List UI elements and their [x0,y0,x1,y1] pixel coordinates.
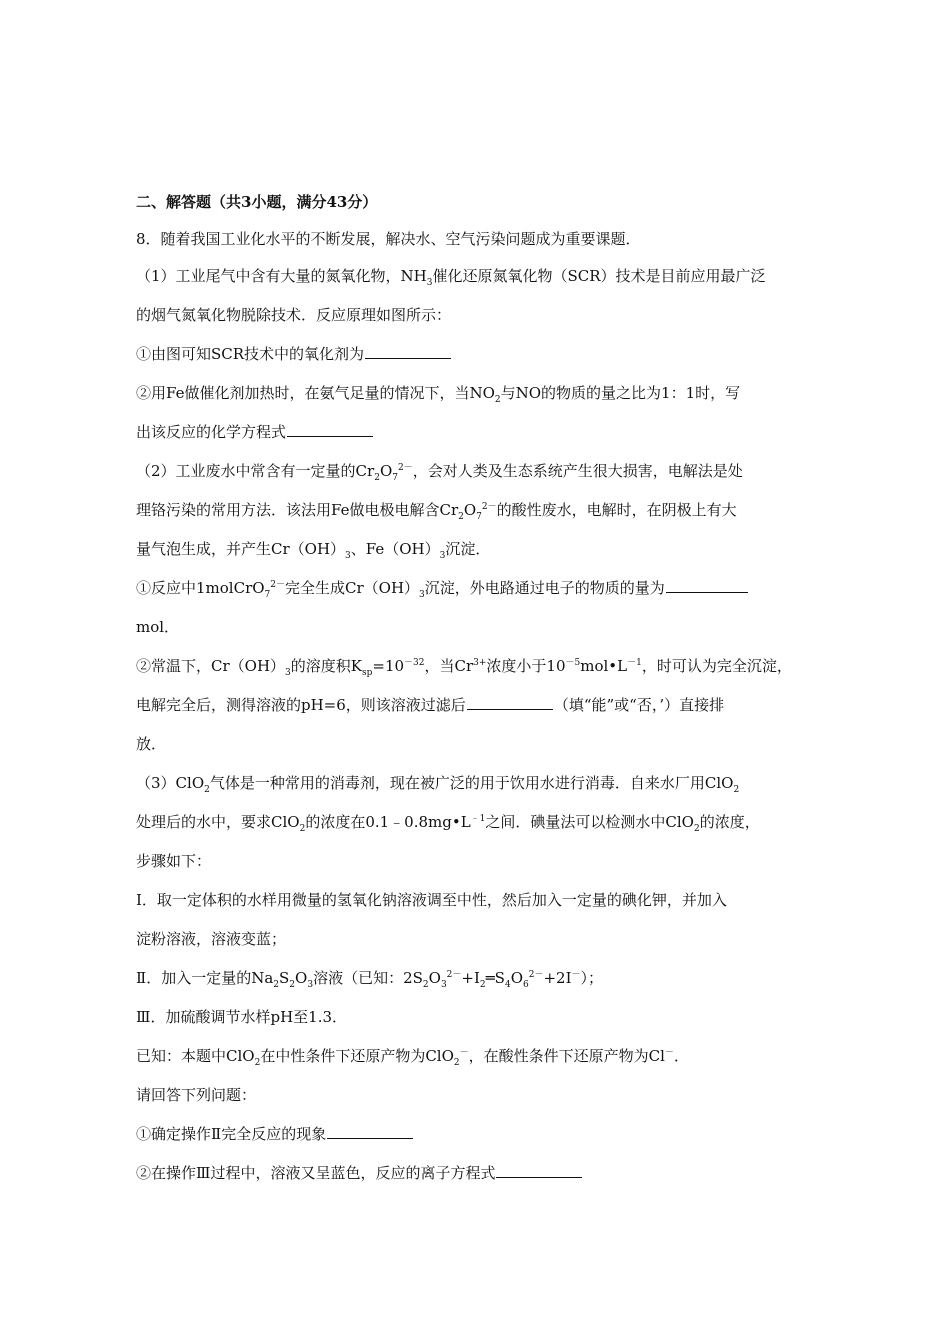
text-fragment: 7 [476,512,482,522]
text-fragment: 2 [299,824,306,834]
text-fragment: 7 [264,590,271,600]
text-fragment: =10 [372,657,405,675]
text-fragment: 的浓度， [699,813,760,831]
text-fragment: － [571,970,581,980]
text-fragment: O [463,501,477,519]
text-fragment: 2 [374,473,380,483]
text-fragment: +2I [543,969,572,987]
text-fragment: 2－ [528,970,544,980]
ask-line [136,1085,256,1105]
text-fragment: 3 [419,590,425,600]
known-note [136,1046,689,1066]
text-fragment: 完全生成Cr（OH） [285,579,420,597]
part1-line2 [136,305,451,325]
text-fragment: 6 [523,980,529,990]
text-fragment: 、Fe（OH） [350,540,440,558]
part1-line1 [136,266,766,286]
text-fragment: 3+ [473,658,487,668]
text-fragment: 2－ [481,502,497,512]
text-fragment: （2）工业废水中常含有一定量的Cr [136,462,375,480]
part2-question1 [136,578,749,598]
text-fragment: ）； [580,969,604,987]
text-fragment: 2 [479,980,486,990]
step1-line2 [136,929,286,949]
part2-question1-unit [136,617,179,637]
text-fragment: 2 [453,1058,460,1068]
text-fragment: S [279,969,290,987]
question-8-intro [136,229,641,249]
text-fragment: （1）工业尾气中含有大量的氮氧化物，NH [136,267,427,285]
part3-line2 [136,812,760,832]
text-fragment: 3 [440,980,447,990]
text-fragment: +I [461,969,480,987]
part3-question2 [136,1163,583,1183]
text-fragment: 3 [345,551,351,561]
text-fragment: 2 [494,395,501,405]
text-fragment: 浓度小于10 [486,657,566,675]
text-fragment: ，会对人类及生态系统产生很大损害，电解法是处 [412,462,743,480]
text-fragment: 的酸性废水，电解时，在阴极上有大 [496,501,737,519]
text-fragment: －1 [627,658,642,668]
text-fragment: 处理后的水中，要求ClO [136,813,300,831]
text-fragment: 二、解答题（共3小题，满分43分） [136,193,378,211]
text-fragment: 2 [693,824,700,834]
text-fragment: O [295,969,308,987]
text-fragment: 请回答下列问题： [136,1086,257,1104]
text-fragment: ，时可认为完全沉淀， [641,657,792,675]
text-fragment: 3 [285,668,291,678]
answer-blank[interactable] [666,578,748,593]
text-fragment: （填“能”或“否，’）直接排 [553,696,725,714]
part2-line2 [136,500,737,520]
text-fragment: 溶液（已知：2S [313,969,423,987]
answer-blank[interactable] [467,695,553,710]
text-fragment: 的溶度积K [290,657,362,675]
text-fragment: 量气泡生成，并产生Cr（OH） [136,540,346,558]
text-fragment: 理铬污染的常用方法．该法用Fe做电极电解含Cr [136,501,459,519]
part2-question2-line2 [136,695,724,715]
answer-blank[interactable] [287,422,373,437]
text-fragment: O [510,969,523,987]
text-fragment: ②用Fe做催化剂加热时，在氨气足量的情况下，当NO [136,384,495,402]
text-fragment: 在中性条件下还原产物为ClO [260,1047,454,1065]
text-fragment: 放． [136,735,167,753]
text-fragment: mol•L [580,657,628,675]
text-fragment: ①反应中1molCrO [136,579,265,597]
part2-question2 [136,656,792,676]
part2-line1 [136,461,743,481]
text-fragment: 气体是一种常用的消毒剂，现在被广泛的用于饮用水进行消毒．自来水厂用ClO [209,774,734,792]
text-fragment: 3 [307,980,314,990]
part3-line3 [136,851,211,871]
text-fragment: ①确定操作Ⅱ完全反应的现象 [136,1125,327,1143]
part3-question1 [136,1124,414,1144]
text-fragment: 8．随着我国工业化水平的不断发展，解决水、空气污染问题成为重要课题． [136,230,641,248]
text-fragment: O [379,462,393,480]
text-fragment: 的浓度在0.1﹣0.8mg•L [305,813,471,831]
text-fragment: ，在酸性条件下还原产物为Cl [468,1047,665,1065]
text-fragment: 沉淀，外电路通过电子的物质的量为 [424,579,665,597]
text-fragment: 2 [204,785,210,795]
text-fragment: ，当Cr [424,657,474,675]
text-fragment: 2－ [270,580,286,590]
text-fragment: 的烟气氮氧化物脱除技术．反应原理如图所示： [136,306,452,324]
text-fragment: ①由图可知SCR技术中的氧化剂为 [136,345,365,363]
text-fragment: 3 [426,278,433,288]
step1-line1 [136,890,727,910]
answer-blank[interactable] [327,1124,413,1139]
text-fragment: ②常温下，Cr（OH） [136,657,286,675]
text-fragment: ②在操作Ⅲ过程中，溶液又呈蓝色，反应的离子方程式 [136,1164,496,1182]
text-fragment: 之间．碘量法可以检测水中ClO [485,813,694,831]
text-fragment: 步骤如下： [136,852,212,870]
text-fragment: － [459,1048,469,1058]
text-fragment: 淀粉溶液，溶液变蓝； [136,930,287,948]
text-fragment: 催化还原氮氧化物（SCR）技术是目前应用最广泛 [432,267,766,285]
section-heading [136,192,377,212]
text-fragment: Ⅱ．加入一定量的Na [136,969,274,987]
part2-question2-line3 [136,734,166,754]
text-fragment: 2 [273,980,279,990]
part3-line1 [136,773,739,793]
text-fragment: ﹣1 [470,814,486,824]
text-fragment: 出该反应的化学方程式 [136,423,287,441]
text-fragment: 3 [439,551,446,561]
text-fragment: mol． [136,618,180,636]
text-fragment: 2－ [397,463,413,473]
text-fragment: Ⅲ．加硫酸调节水样pH至1.3． [136,1008,348,1026]
part1-question1 [136,344,452,364]
answer-blank[interactable] [365,344,451,359]
text-fragment: － [664,1048,674,1058]
part2-line3 [136,539,490,559]
text-fragment: 2 [733,785,740,795]
text-fragment: 2 [289,980,296,990]
text-fragment: ═S [485,969,505,987]
text-fragment: 7 [392,473,398,483]
text-fragment: 沉淀． [445,540,491,558]
text-fragment: 2 [254,1058,261,1068]
text-fragment: －32 [404,658,425,668]
text-fragment: 电解完全后，测得溶液的pH=6，则该溶液过滤后 [136,696,466,714]
text-fragment: 与NO的物质的量之比为1：1时，写 [500,384,741,402]
text-fragment: －5 [565,658,581,668]
text-fragment: O [428,969,441,987]
text-fragment: sp [361,668,373,678]
step2 [136,968,603,988]
text-fragment: I．取一定体积的水样用微量的氢氧化钠溶液调至中性，然后加入一定量的碘化钾，并加入 [136,891,727,909]
part1-question2 [136,383,740,403]
text-fragment: 4 [504,980,511,990]
text-fragment: （3）ClO [136,774,205,792]
answer-blank[interactable] [496,1163,582,1178]
part1-question2-line2 [136,422,374,442]
text-fragment: 2－ [446,970,462,980]
step3 [136,1007,347,1027]
text-fragment: 2 [422,980,429,990]
text-fragment: ． [673,1047,689,1065]
text-fragment: 已知：本题中ClO [136,1047,255,1065]
text-fragment: 2 [458,512,464,522]
